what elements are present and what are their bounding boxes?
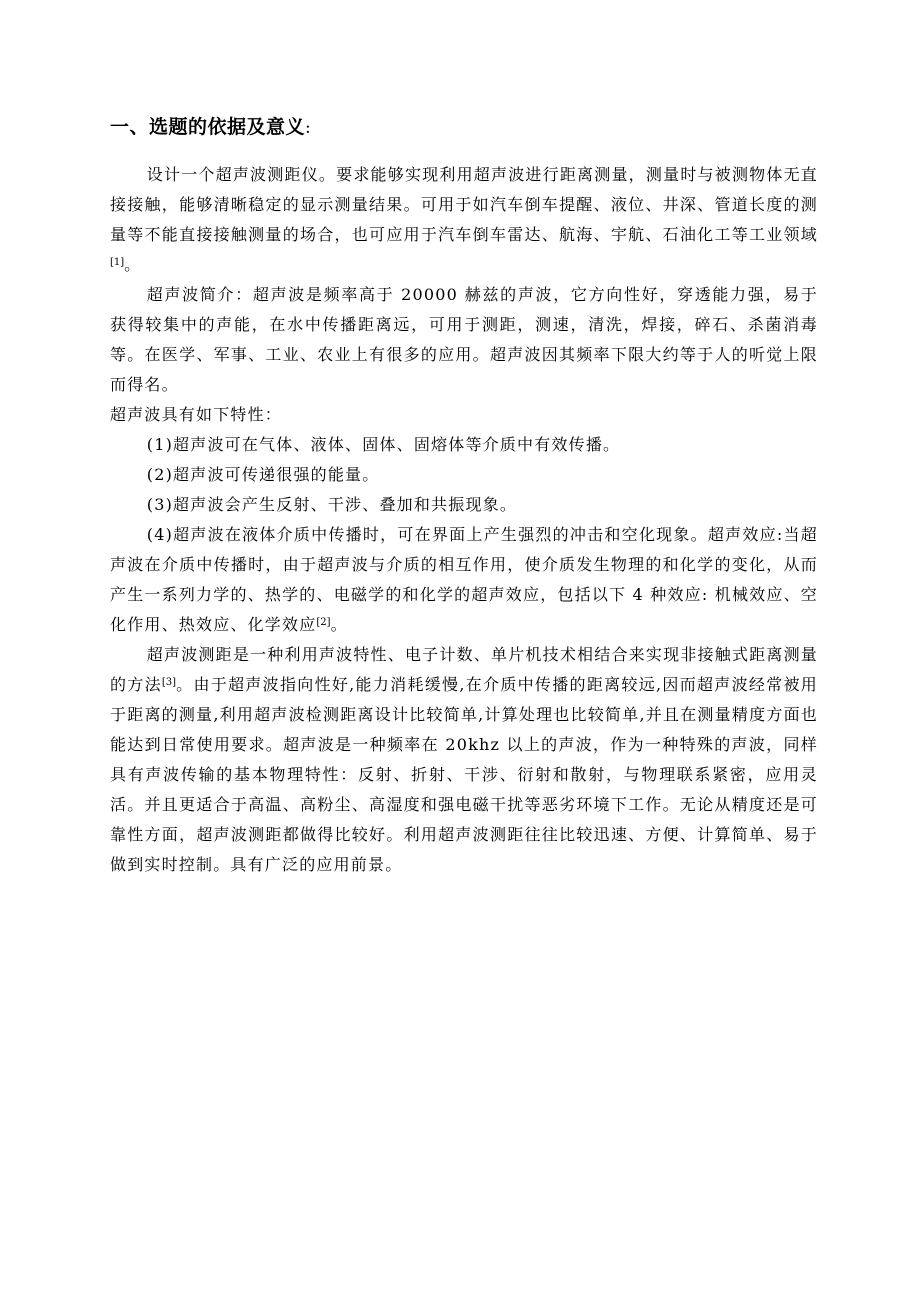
- body-text: [110, 160, 818, 880]
- citation-ref: [2]: [316, 617, 331, 628]
- citation-ref: [1]: [110, 257, 125, 268]
- list-item-property-4: [110, 520, 818, 640]
- list-item-property-1: (1)超声波可在气体、液体、固体、固熔体等介质中有效传播。: [146, 435, 621, 454]
- paragraph-properties-lead: 超声波具有如下特性：: [110, 405, 283, 424]
- list-item-property-2: (2)超声波可传递很强的能量。: [146, 465, 380, 484]
- paragraph-end: 。: [330, 615, 348, 634]
- citation-ref: [3]: [161, 677, 177, 688]
- paragraph-design-goal: [110, 160, 818, 280]
- section-heading: [110, 112, 311, 139]
- paragraph-end: 。: [124, 255, 142, 274]
- paragraph-text: (4)超声波在液体介质中传播时，可在界面上产生强烈的冲击和空化现象。超声效应:当超声波在介质中传播时，由于超声波与介质的相互作用，使介质发生物理的和化学的变化，从而产生一系列力学的、热学的、电磁学的和化学的超声效应，包括以下 4 种效应: 机械效应、空化作用、热效应、化学效应: [110, 525, 818, 634]
- section-title: 一、选题的依据及意义: [110, 116, 306, 138]
- paragraph-ultrasound-intro: 超声波简介：超声波是频率高于 20000 赫兹的声波，它方向性好，穿透能力强，易于获得较集中的声能，在水中传播距离远，可用于测距，测速，清洗，焊接，碎石、杀菌消毒等。在医学、军事、工业、农业上有很多的应用。超声波因其频率下限大约等于人的听觉上限而得名。: [110, 285, 818, 394]
- paragraph-text: 设计一个超声波测距仪。要求能够实现利用超声波进行距离测量，测量时与被测物体无直接接触，能够清晰稳定的显示测量结果。可用于如汽车倒车提醒、液位、井深、管道长度的测量等不能直接接触测量的场合，也可应用于汽车倒车雷达、航海、宇航、石油化工等工业领域: [110, 165, 818, 244]
- paragraph-text: 。由于超声波指向性好,能力消耗缓慢,在介质中传播的距离较远,因而超声波经常被用于距离的测量,利用超声波检测距离设计比较简单,计算处理也比较简单,并且在测量精度方面也能达到日常使用要求。超声波是一种频率在 20khz 以上的声波，作为一种特殊的声波，同样具有声波传输的基本物理特性：反射、折射、干涉、衍射和散射，与物理联系紧密，应用灵活。并且更适合于高温、高粉尘、高湿度和强电磁干扰等恶劣环境下工作。无论从精度还是可靠性方面，超声波测距都做得比较好。利用超声波测距往往比较迅速、方便、计算简单、易于做到实时控制。具有广泛的应用前景。: [110, 675, 818, 874]
- heading-colon: :: [305, 118, 312, 138]
- list-item-property-3: (3)超声波会产生反射、干涉、叠加和共振现象。: [146, 495, 518, 514]
- paragraph-ranging-method: [110, 640, 818, 880]
- paragraph-text: 超声波测距是一种利用声波特性、电子计数、单片机技术相结合来实现非接触式距离测量的方法: [110, 645, 818, 694]
